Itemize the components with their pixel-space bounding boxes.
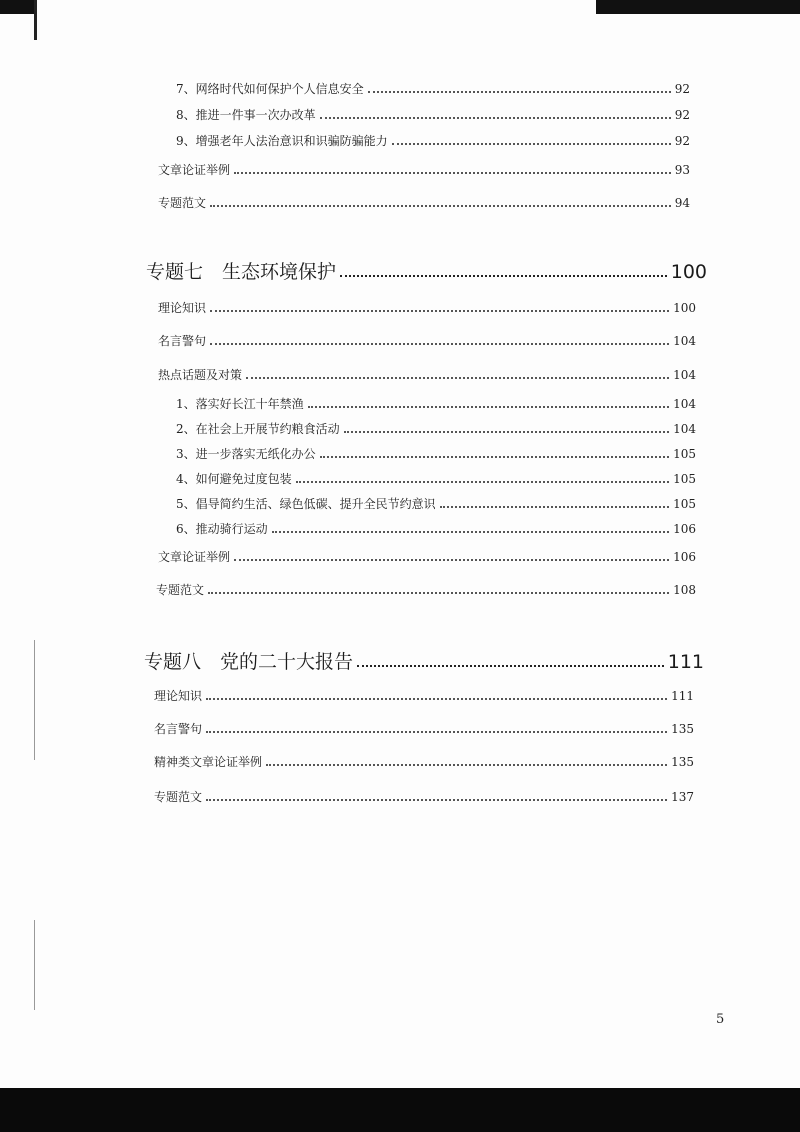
toc-leader-dots xyxy=(340,275,667,277)
toc-chapter[interactable] xyxy=(146,257,707,283)
toc-entry[interactable] xyxy=(176,520,696,538)
toc-entry-label: 5、倡导简约生活、绿色低碳、提升全民节约意识 xyxy=(176,497,436,511)
toc-entry[interactable] xyxy=(176,132,690,150)
toc-leader-dots xyxy=(210,205,671,207)
toc-entry-label: 文章论证举例 xyxy=(158,163,231,177)
toc-entry-label: 3、进一步落实无纸化办公 xyxy=(176,447,316,461)
toc-entry-page: 93 xyxy=(674,163,690,177)
toc-entry-label: 文章论证举例 xyxy=(158,550,231,564)
toc-entry-page: 105 xyxy=(673,447,696,461)
toc-entry-label: 热点话题及对策 xyxy=(158,368,243,382)
toc-entry-page: 137 xyxy=(671,790,694,804)
toc-entry-page: 104 xyxy=(673,334,696,348)
toc-entry-page: 106 xyxy=(673,550,696,564)
toc-entry-page: 135 xyxy=(671,755,694,769)
toc-entry-label: 4、如何避免过度包装 xyxy=(176,472,292,486)
toc-entry-label: 理论知识 xyxy=(154,689,203,703)
toc-entry-page: 111 xyxy=(671,689,694,703)
page-number: 5 xyxy=(716,1012,725,1027)
toc-chapter-page: 100 xyxy=(670,261,707,283)
toc-entry-page: 104 xyxy=(673,368,696,382)
toc-entry-label: 理论知识 xyxy=(158,301,207,315)
toc-entry[interactable] xyxy=(176,470,696,488)
toc-entry-page: 106 xyxy=(673,522,696,536)
toc-leader-dots xyxy=(234,172,671,174)
toc-leader-dots xyxy=(368,91,671,93)
toc-entry[interactable] xyxy=(154,720,694,738)
toc-leader-dots xyxy=(246,377,669,379)
toc-chapter-label: 专题八 党的二十大报告 xyxy=(144,651,354,673)
toc-entry-label: 名言警句 xyxy=(158,334,207,348)
toc-leader-dots xyxy=(206,799,667,801)
toc-chapter-page: 111 xyxy=(667,651,704,673)
toc-leader-dots xyxy=(206,698,667,700)
toc-entry-page: 92 xyxy=(674,82,690,96)
toc-entry[interactable] xyxy=(158,548,696,566)
toc-leader-dots xyxy=(272,531,669,533)
toc-entry-label: 名言警句 xyxy=(154,722,203,736)
toc-leader-dots xyxy=(320,117,671,119)
toc-leader-dots xyxy=(266,764,667,766)
toc-entry-page: 100 xyxy=(673,301,696,315)
toc-entry[interactable] xyxy=(154,753,694,771)
toc-leader-dots xyxy=(440,506,669,508)
toc-entry-page: 104 xyxy=(673,397,696,411)
toc-entry-page: 92 xyxy=(674,134,690,148)
toc-entry-label: 专题范文 xyxy=(156,583,205,597)
toc-entry[interactable] xyxy=(176,80,690,98)
toc-entry-label: 9、增强老年人法治意识和识骗防骗能力 xyxy=(176,134,388,148)
toc-entry-page: 135 xyxy=(671,722,694,736)
toc-entry[interactable] xyxy=(158,161,690,179)
toc-entry-page: 108 xyxy=(673,583,696,597)
toc-entry-label: 专题范文 xyxy=(158,196,207,210)
toc-chapter-label: 专题七 生态环境保护 xyxy=(146,261,337,283)
toc-entry-label: 精神类文章论证举例 xyxy=(154,755,263,769)
scan-bottom-border xyxy=(0,1088,800,1132)
toc-entry[interactable] xyxy=(154,788,694,806)
toc-entry[interactable] xyxy=(176,495,696,513)
toc-entry-label: 8、推进一件事一次办改革 xyxy=(176,108,316,122)
toc-leader-dots xyxy=(308,406,669,408)
toc-entry[interactable] xyxy=(158,299,696,317)
toc-leader-dots xyxy=(320,456,669,458)
toc-entry[interactable] xyxy=(158,194,690,212)
toc-entry-label: 2、在社会上开展节约粮食活动 xyxy=(176,422,340,436)
toc-leader-dots xyxy=(210,343,669,345)
toc-entry-page: 105 xyxy=(673,472,696,486)
toc-entry[interactable] xyxy=(158,332,696,350)
toc-entry-page: 105 xyxy=(673,497,696,511)
toc-entry[interactable] xyxy=(176,106,690,124)
toc-entry-label: 6、推动骑行运动 xyxy=(176,522,268,536)
toc-entry[interactable] xyxy=(176,420,696,438)
toc-leader-dots xyxy=(210,310,669,312)
toc-leader-dots xyxy=(296,481,669,483)
toc-entry[interactable] xyxy=(156,581,696,599)
toc-entry-label: 7、网络时代如何保护个人信息安全 xyxy=(176,82,364,96)
toc-entry[interactable] xyxy=(154,687,694,705)
toc-entry-label: 1、落实好长江十年禁渔 xyxy=(176,397,304,411)
toc-entry-label: 专题范文 xyxy=(154,790,203,804)
toc-leader-dots xyxy=(344,431,669,433)
toc-leader-dots xyxy=(234,559,669,561)
toc-entry[interactable] xyxy=(176,445,696,463)
toc-entry-page: 92 xyxy=(674,108,690,122)
toc-leader-dots xyxy=(357,665,664,667)
toc-leader-dots xyxy=(206,731,667,733)
toc-entry[interactable] xyxy=(176,395,696,413)
toc-leader-dots xyxy=(208,592,669,594)
toc-entry-page: 104 xyxy=(673,422,696,436)
toc-leader-dots xyxy=(392,143,671,145)
toc-entry-page: 94 xyxy=(674,196,690,210)
toc-chapter[interactable] xyxy=(144,647,704,673)
toc-entry[interactable] xyxy=(158,366,696,384)
